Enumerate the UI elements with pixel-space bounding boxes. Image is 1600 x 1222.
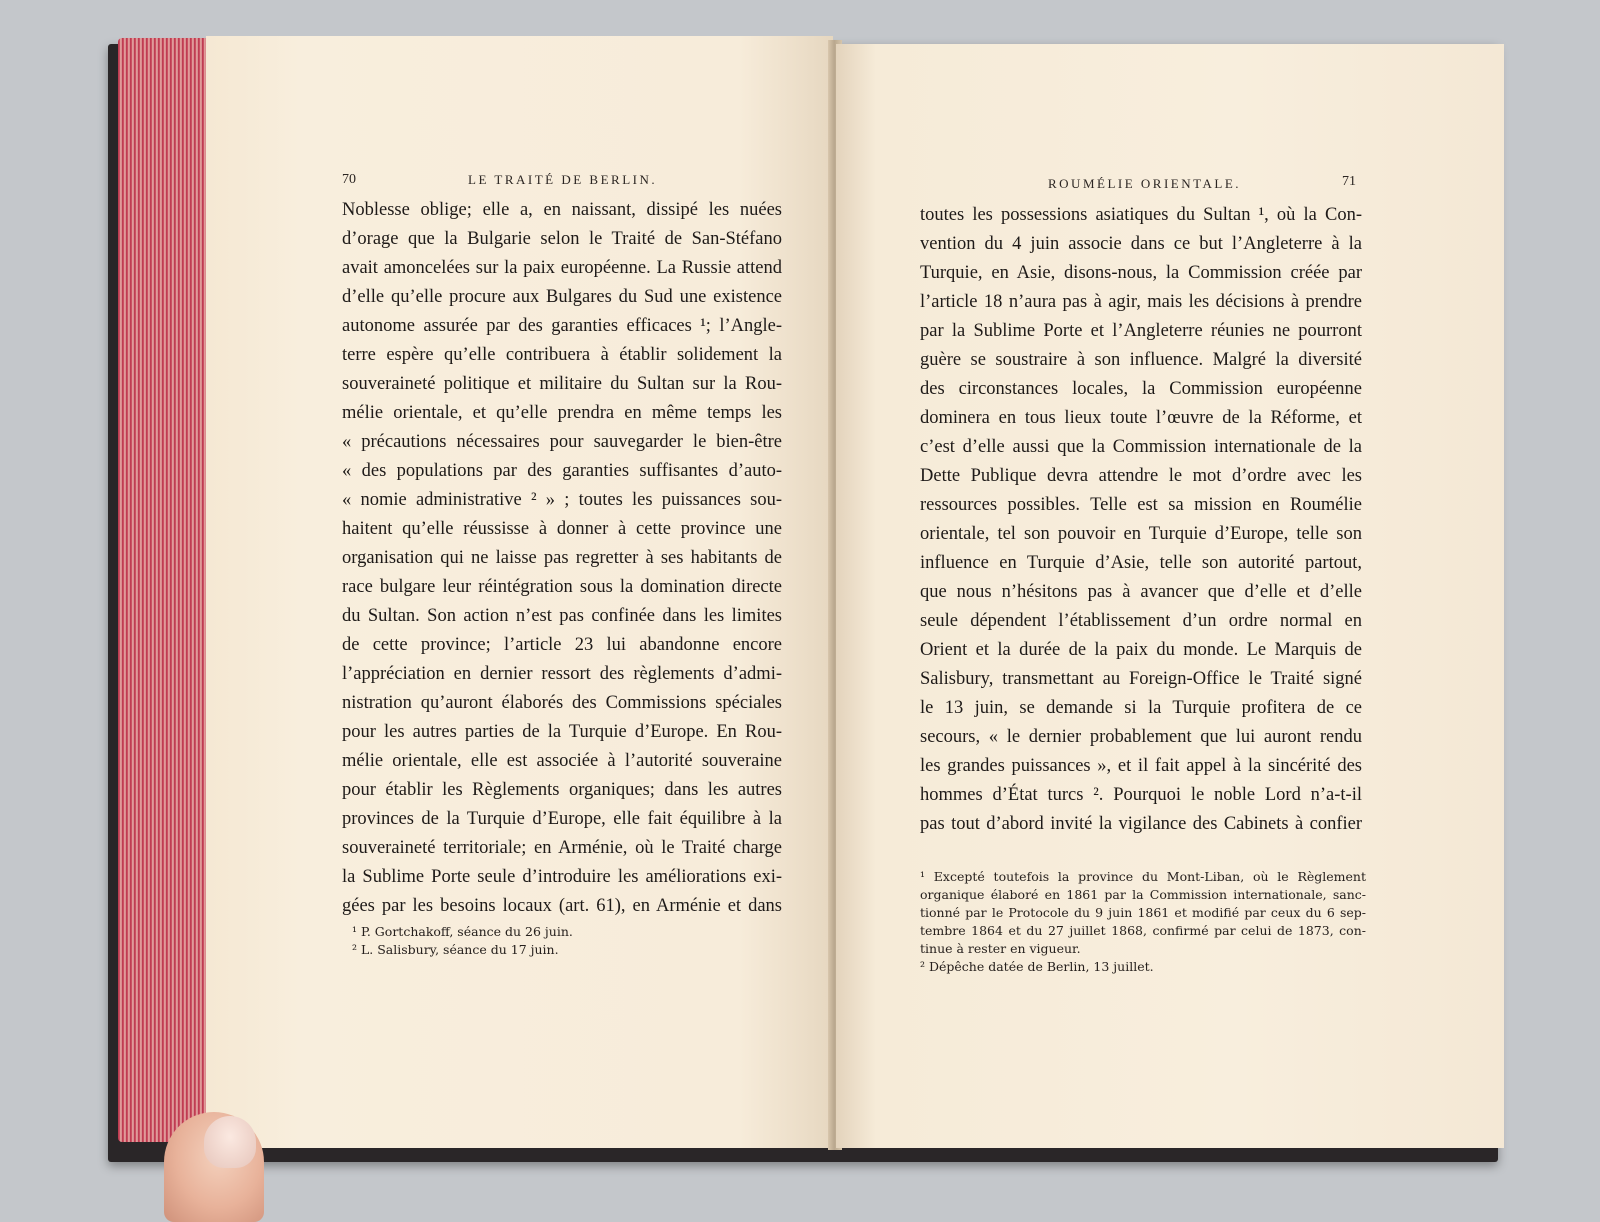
- right-body-text: [920, 201, 1362, 839]
- text-line: « des populations par des garanties suffisantes d’auto-: [342, 461, 782, 481]
- text-line: c’est d’elle aussi que la Commission internationale de la: [920, 437, 1362, 457]
- text-line: gées par les besoins locaux (art. 61), en Arménie et dans: [342, 896, 782, 916]
- footnote-line: organique élaboré en 1861 par la Commission internationale, sanc-: [920, 887, 1366, 902]
- text-line: les grandes puissances », et il fait appel à la sincérité des: [920, 756, 1362, 776]
- text-line: autonome assurée par des garanties efficaces ¹; l’Angle-: [342, 316, 782, 336]
- text-line: nistration qu’auront élaborés des Commissions spéciales: [342, 693, 782, 713]
- text-line: d’elle qu’elle procure aux Bulgares du Sud une existence: [342, 287, 782, 307]
- page-edges: [118, 38, 214, 1142]
- running-head-left: LE TRAITÉ DE BERLIN.: [468, 172, 658, 187]
- text-line: des circonstances locales, la Commission européenne: [920, 379, 1362, 399]
- text-line: hommes d’État turcs ². Pourquoi le noble Lord n’a-t-il: [920, 785, 1362, 805]
- text-line: orientale, tel son pouvoir en Turquie d’Europe, telle son: [920, 524, 1362, 544]
- text-line: la Sublime Porte seule d’introduire les améliorations exi-: [342, 867, 782, 887]
- text-line: terre espère qu’elle contribuera à établir solidement la: [342, 345, 782, 365]
- text-line: Orient et la durée de la paix du monde. Le Marquis de: [920, 640, 1362, 660]
- text-line: de cette province; l’article 23 lui abandonne encore: [342, 635, 782, 655]
- footnote-line: ² L. Salisbury, séance du 17 juin.: [352, 942, 559, 957]
- thumbnail-nail: [204, 1116, 256, 1168]
- text-line: du Sultan. Son action n’est pas confinée dans les limites: [342, 606, 782, 626]
- footnote-line: ¹ Excepté toutefois la province du Mont-Liban, où le Règlement: [920, 869, 1366, 884]
- text-line: souveraineté politique et militaire du Sultan sur la Rou-: [342, 374, 782, 394]
- text-line: haitent qu’elle réussisse à donner à cette province une: [342, 519, 782, 539]
- text-line: influence en Turquie d’Asie, telle son autorité partout,: [920, 553, 1362, 573]
- text-line: Dette Publique devra attendre le mot d’ordre avec les: [920, 466, 1362, 486]
- running-head-right: ROUMÉLIE ORIENTALE.: [1048, 176, 1242, 191]
- footnote-line: tionné par le Protocole du 9 juin 1861 et modifié par ceux du 6 sep-: [920, 905, 1366, 920]
- text-line: d’orage que la Bulgarie selon le Traité de San-Stéfano: [342, 229, 782, 249]
- text-line: mélie orientale, elle est associée à l’autorité souveraine: [342, 751, 782, 771]
- text-line: que nous n’hésitons pas à avancer que d’elle et d’elle: [920, 582, 1362, 602]
- text-line: ressources possibles. Telle est sa mission en Roumélie: [920, 495, 1362, 515]
- footnote-line: ¹ P. Gortchakoff, séance du 26 juin.: [352, 924, 573, 939]
- text-line: dominera en tous lieux toute l’œuvre de la Réforme, et: [920, 408, 1362, 428]
- text-line: l’article 18 n’aura pas à agir, mais les décisions à prendre: [920, 292, 1362, 312]
- text-line: pour établir les Règlements organiques; dans les autres: [342, 780, 782, 800]
- left-footnotes: [352, 923, 612, 959]
- text-line: Salisbury, transmettant au Foreign-Office le Traité signé: [920, 669, 1362, 689]
- text-line: souveraineté territoriale; en Arménie, où le Traité charge: [342, 838, 782, 858]
- text-line: l’appréciation en dernier ressort des règlements d’admi-: [342, 664, 782, 684]
- text-line: provinces de la Turquie d’Europe, elle fait équilibre à la: [342, 809, 782, 829]
- text-line: vention du 4 juin associe dans ce but l’Angleterre à la: [920, 234, 1362, 254]
- text-line: secours, « le dernier probablement que lui auront rendu: [920, 727, 1362, 747]
- text-line: seule dépendent l’établissement d’un ordre normal en: [920, 611, 1362, 631]
- text-line: pour les autres parties de la Turquie d’Europe. En Rou-: [342, 722, 782, 742]
- text-line: pas tout d’abord invité la vigilance des Cabinets à confier: [920, 814, 1362, 834]
- text-line: « nomie administrative ² » ; toutes les puissances sou-: [342, 490, 782, 510]
- left-body-text: [342, 196, 782, 921]
- footnote-line: ² Dépêche datée de Berlin, 13 juillet.: [920, 959, 1154, 974]
- text-line: race bulgare leur réintégration sous la domination directe: [342, 577, 782, 597]
- text-line: « précautions nécessaires pour sauvegarder le bien-être: [342, 432, 782, 452]
- text-line: Noblesse oblige; elle a, en naissant, dissipé les nuées: [342, 200, 782, 220]
- footnote-line: tembre 1864 et du 27 juillet 1868, confirmé par celui de 1873, con-: [920, 923, 1366, 938]
- text-line: le 13 juin, se demande si la Turquie profitera de ce: [920, 698, 1362, 718]
- page-number-right: 71: [1342, 174, 1356, 189]
- text-line: avait amoncelées sur la paix européenne. La Russie attend: [342, 258, 782, 278]
- left-page: [206, 36, 833, 1148]
- page-number-left: 70: [342, 172, 356, 187]
- text-line: organisation qui ne laisse pas regretter à ses habitants de: [342, 548, 782, 568]
- footnote-line: tinue à rester en vigueur.: [920, 941, 1081, 956]
- text-line: toutes les possessions asiatiques du Sultan ¹, où la Con-: [920, 205, 1362, 225]
- text-line: mélie orientale, et qu’elle prendra en même temps les: [342, 403, 782, 423]
- text-line: guère se soustraire à son influence. Malgré la diversité: [920, 350, 1362, 370]
- right-page: [836, 44, 1504, 1148]
- text-line: par la Sublime Porte et l’Angleterre réunies ne pourront: [920, 321, 1362, 341]
- right-footnotes: [920, 868, 1366, 976]
- text-line: Turquie, en Asie, disons-nous, la Commission créée par: [920, 263, 1362, 283]
